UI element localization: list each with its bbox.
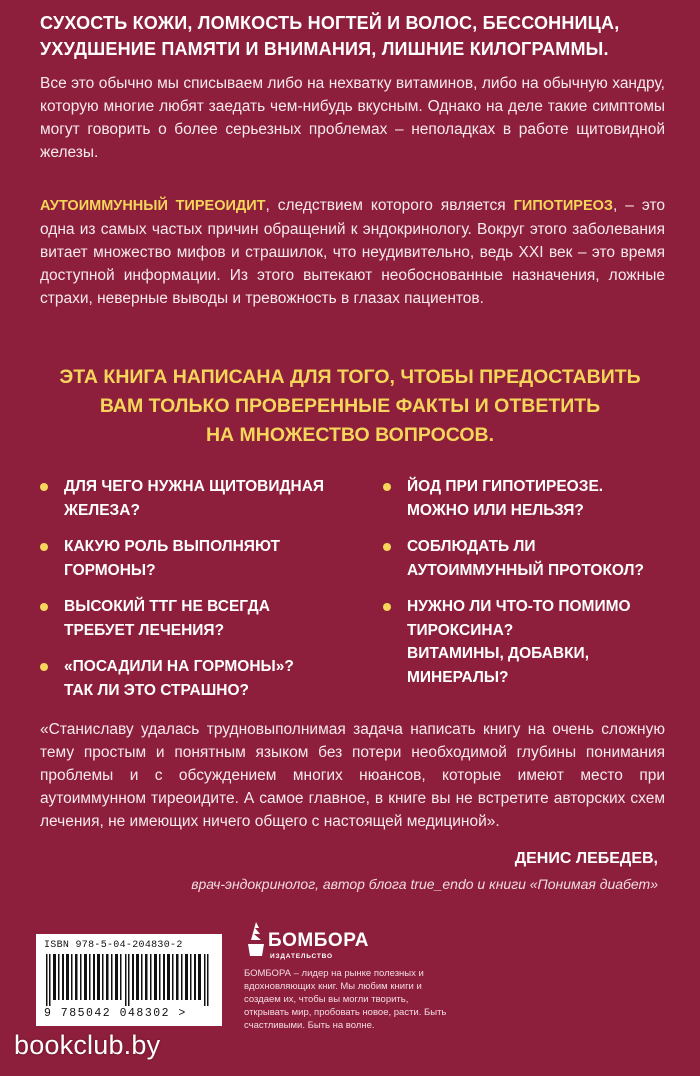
question-line: СОБЛЮДАТЬ ЛИ — [407, 538, 536, 555]
question-line: ТАК ЛИ ЭТО СТРАШНО? — [64, 681, 249, 699]
barcode-icon — [44, 954, 214, 1006]
questions-left-column — [40, 475, 340, 715]
publisher-blurb: БОМБОРА – лидер на рынке полезных и вдохновляющих книг. Мы любим книги и создаем их, чтобы вы могли творить, открывать мир, пробовать новое, расти. Быть счастливыми. Быть на волне. — [244, 968, 447, 1031]
question-line: «ПОСАДИЛИ НА ГОРМОНЫ»? — [64, 658, 294, 675]
question-line: ТРЕБУЕТ ЛЕЧЕНИЯ? — [64, 621, 225, 639]
question-line: АУТОИММУННЫЙ ПРОТОКОЛ? — [407, 561, 644, 579]
highlight-term: АУТОИММУННЫЙ ТИРЕОИДИТ — [40, 198, 266, 214]
question-item — [40, 535, 340, 582]
bullet-dot-icon — [40, 483, 48, 491]
bullet-dot-icon — [40, 603, 48, 611]
bullet-dot-icon — [383, 543, 391, 551]
question-item — [383, 595, 683, 689]
bullet-dot-icon — [40, 663, 48, 671]
question-line: ТИРОКСИНА? — [407, 621, 514, 639]
review-quote: «Станиславу удалась трудновыполнимая задача написать книгу на очень сложную тему простым и понятным языком без потери необходимой глубины понимания проблемы и с обсуждением многих нюансов, которые имеют место при аутоиммунном тиреоидите. А самое главное, в книге вы не встретите авторских схем лечения, не имеющих ничего общего с настоящей медициной». — [40, 721, 665, 830]
question-item — [383, 475, 683, 522]
question-line: ДЛЯ ЧЕГО НУЖНА ЩИТОВИДНАЯ — [64, 478, 325, 495]
question-line: ЖЕЛЕЗА? — [64, 501, 140, 519]
question-line: КАКУЮ РОЛЬ ВЫПОЛНЯЮТ — [64, 538, 281, 555]
bullet-dot-icon — [40, 543, 48, 551]
paragraph-text: , следствием которого является — [265, 197, 514, 214]
ean-digits: 9 785042 048302 > — [44, 1007, 187, 1020]
question-item — [40, 475, 340, 522]
subhead-line: НА МНОЖЕСТВО ВОПРОСОВ. — [205, 424, 495, 446]
quote-author-name: ДЕНИС ЛЕБЕДЕВ, — [514, 850, 658, 867]
highlight-term: ГИПОТИРЕОЗ — [513, 198, 613, 214]
question-line: МИНЕРАЛЫ? — [407, 668, 509, 686]
disease-paragraph — [40, 194, 665, 310]
publisher-name: БОМБОРА — [268, 930, 369, 951]
question-item — [40, 655, 340, 702]
question-line: ВИТАМИНЫ, ДОБАВКИ, — [407, 645, 589, 662]
question-line: ГОРМОНЫ? — [64, 561, 156, 579]
publisher-subtitle: ИЗДАТЕЛЬСТВО — [270, 953, 333, 960]
site-watermark: bookclub.by — [14, 1030, 161, 1060]
questions-right-column — [383, 475, 683, 702]
bombora-logo-icon — [245, 922, 267, 958]
headline-line: СУХОСТЬ КОЖИ, ЛОМКОСТЬ НОГТЕЙ И ВОЛОС, БЕССОННИЦА, — [40, 13, 620, 33]
intro-paragraph: Все это обычно мы списываем либо на нехватку витаминов, либо на обычную хандру, которую многие любят заедать чем-нибудь вкусным. Однако на деле такие симптомы могут говорить о более серьезных проблемах – неполадках в работе щитовидной железы. — [40, 75, 665, 161]
question-item — [383, 535, 683, 582]
book-purpose-subhead — [20, 363, 680, 450]
headline-line: УХУДШЕНИЕ ПАМЯТИ И ВНИМАНИЯ, ЛИШНИЕ КИЛОГРАММЫ. — [40, 39, 609, 59]
quote-author-description: врач-эндокринолог, автор блога true_endo и книги «Понимая диабет» — [191, 876, 658, 892]
barcode-panel — [36, 934, 222, 1026]
question-line: ЙОД ПРИ ГИПОТИРЕОЗЕ. — [407, 478, 604, 495]
subhead-line: ВАМ ТОЛЬКО ПРОВЕРЕННЫЕ ФАКТЫ И ОТВЕТИТЬ — [99, 395, 601, 417]
question-line: МОЖНО ИЛИ НЕЛЬЗЯ? — [407, 501, 584, 519]
headline — [40, 10, 670, 62]
bullet-dot-icon — [383, 603, 391, 611]
question-line: НУЖНО ЛИ ЧТО-ТО ПОМИМО — [407, 598, 631, 615]
bullet-dot-icon — [383, 483, 391, 491]
question-line: ВЫСОКИЙ ТТГ НЕ ВСЕГДА — [64, 598, 270, 615]
paragraph-text: , – это одна из самых частых причин обращений к эндокринологу. Вокруг этого заболевания витает множество мифов и страшилок, что неудивительно, ведь XXI век – это время доступной информации. Из этого вытекают необоснованные назначения, ложные страхи, неверные выводы и тревожность в глазах пациентов. — [40, 197, 665, 307]
isbn-text: ISBN 978-5-04-204830-2 — [44, 940, 183, 951]
question-item — [40, 595, 340, 642]
subhead-line: ЭТА КНИГА НАПИСАНА ДЛЯ ТОГО, ЧТОБЫ ПРЕДОСТАВИТЬ — [59, 366, 641, 388]
